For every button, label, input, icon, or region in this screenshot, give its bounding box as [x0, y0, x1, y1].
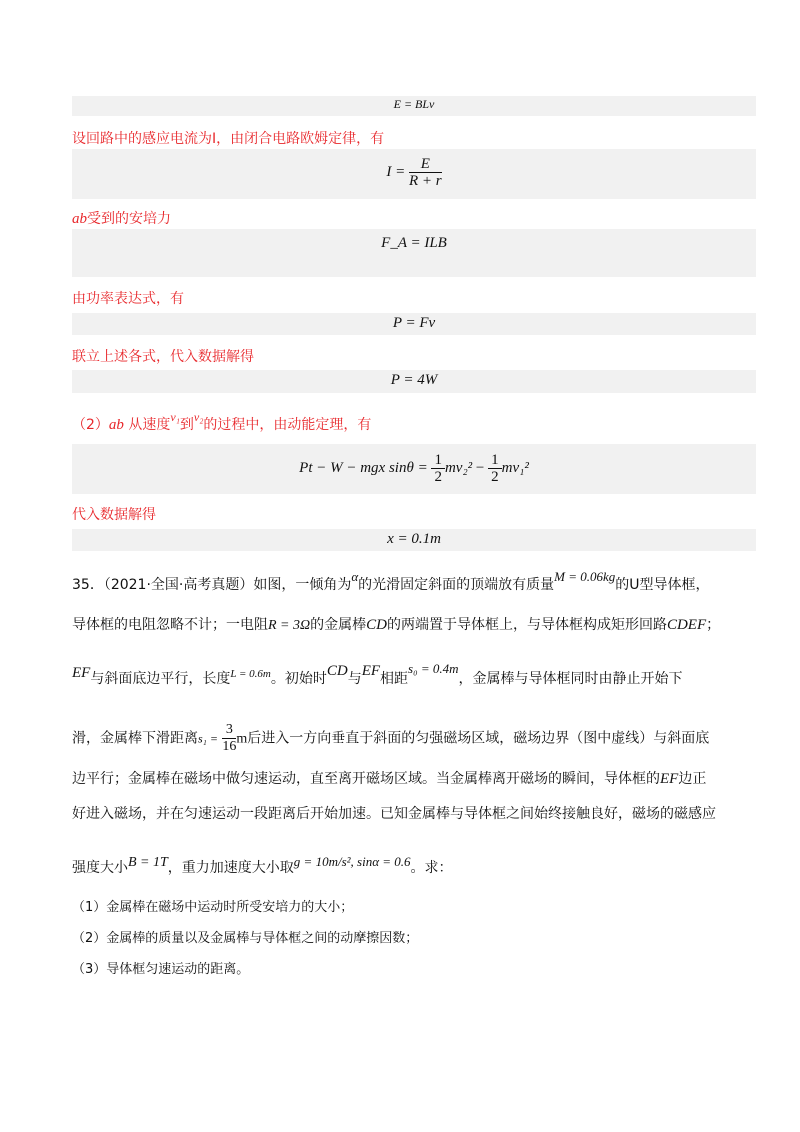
symbol-v2: v₂	[193, 410, 204, 424]
part2-from: 从速度	[128, 417, 171, 433]
unit-meter: m	[236, 731, 248, 747]
problem-text: 。初始时	[270, 671, 327, 687]
problem-text: 的金属棒	[310, 617, 367, 633]
numerator: 1	[488, 452, 502, 469]
symbol-ab: ab	[72, 211, 87, 227]
part2-to: 到	[179, 417, 194, 433]
eq-energy-term1: mv₂²	[444, 459, 473, 476]
equation-power: P = Fv	[392, 315, 436, 331]
symbol-gravity: g = 10m/s², sinα = 0.6	[293, 854, 411, 869]
problem-line-6: 好进入磁场，并在匀速运动一段距离后开始加速。已知金属棒与导体框之间始终接触良好，磁场的磁感应	[72, 806, 716, 822]
symbol-length: L = 0.6m	[230, 668, 271, 680]
symbol-cd: CD	[326, 663, 348, 679]
fraction-half	[488, 452, 502, 485]
denominator: 2	[491, 469, 499, 485]
problem-line-5	[72, 768, 762, 788]
text-current: 设回路中的感应电流为I，由闭合电路欧姆定律，有	[72, 131, 385, 147]
symbol-mass: M = 0.06kg	[554, 569, 616, 584]
problem-text: 的U型导体框，	[615, 577, 710, 593]
problem-text: 后进入一方向垂直于斜面的匀强磁场区域，磁场边界（图中虚线）与斜面底	[247, 730, 710, 747]
denominator: 16	[222, 739, 237, 754]
question-3: （3）导体框匀速运动的距离。	[72, 962, 250, 977]
part2-label: （2）	[72, 417, 109, 433]
problem-text: 与	[347, 671, 362, 687]
text-force-label: 受到的安培力	[87, 211, 171, 227]
symbol-alpha: α	[351, 569, 359, 584]
eq-energy-term2: mv₁²	[501, 459, 529, 476]
problem-text: ；	[706, 617, 721, 633]
problem-text: 。求：	[410, 860, 453, 876]
numerator: 3	[222, 722, 236, 739]
problem-line-3	[72, 661, 762, 688]
eq-i-lhs: I =	[386, 163, 406, 180]
problem-text: 滑，金属棒下滑距离	[72, 730, 198, 747]
symbol-ef: EF	[72, 665, 91, 681]
symbol-s0: s₀ = 0.4m	[408, 661, 459, 676]
symbol-cd: CD	[366, 617, 387, 633]
problem-line-7	[72, 854, 762, 877]
fraction-s1	[222, 722, 236, 755]
eq-energy-lhs: Pt − W − mgx sinθ =	[299, 459, 428, 476]
text-substitute: 代入数据解得	[72, 507, 156, 523]
problem-line-2	[72, 614, 762, 634]
question-2: （2）金属棒的质量以及金属棒与导体框之间的动摩擦因数；	[72, 931, 419, 946]
problem-text: 边平行；金属棒在磁场中做匀速运动，直至离开磁场区域。当金属棒离开磁场的瞬间，导体框的	[72, 771, 660, 787]
fraction	[409, 156, 442, 189]
problem-text: 强度大小	[72, 860, 128, 876]
problem-line-4	[72, 722, 762, 755]
symbol-ef: EF	[660, 771, 679, 787]
text-combine: 联立上述各式，代入数据解得	[72, 349, 254, 365]
symbol-resistance: R = 3Ω	[268, 618, 311, 633]
equation-distance: x = 0.1m	[387, 531, 441, 547]
part2-rest: 的过程中，由动能定理，有	[203, 417, 372, 433]
text-power: 由功率表达式，有	[72, 291, 184, 307]
text-part2	[72, 410, 372, 434]
numerator: E	[409, 156, 442, 173]
eq-energy-minus: −	[475, 459, 485, 476]
problem-text: 35．（2021·全国·高考真题）如图，一倾角为	[72, 577, 352, 593]
symbol-ab: ab	[108, 417, 124, 433]
symbol-s1: s₁ =	[198, 731, 218, 746]
question-1: （1）金属棒在磁场中运动时所受安培力的大小；	[72, 900, 354, 915]
symbol-field: B = 1T	[128, 855, 168, 870]
symbol-v1: v₁	[170, 410, 180, 424]
equation-emf: E = BLv	[393, 97, 435, 111]
problem-text: 边正	[678, 771, 707, 787]
equation-current	[72, 156, 756, 189]
fraction-half	[431, 452, 445, 485]
symbol-ef: EF	[361, 663, 381, 679]
denominator: R + r	[409, 173, 442, 189]
equation-kinetic-energy	[72, 452, 756, 485]
problem-text: 与斜面底边平行，长度	[90, 671, 231, 687]
symbol-cdef: CDEF	[666, 617, 707, 633]
problem-text: ，金属棒与导体框同时由静止开始下	[458, 671, 683, 687]
equation-ampere-force: F_A = ILB	[381, 235, 447, 251]
problem-line-1	[72, 569, 762, 594]
text-force	[72, 208, 171, 228]
problem-text: 的光滑固定斜面的顶端放有质量	[358, 577, 555, 593]
problem-text: 相距	[380, 671, 409, 687]
equation-power-value: P = 4W	[390, 372, 438, 388]
problem-text: 的两端置于导体框上，与导体框构成矩形回路	[386, 617, 667, 633]
problem-text: ，重力加速度大小取	[167, 860, 294, 876]
denominator: 2	[434, 469, 442, 485]
problem-text: 导体框的电阻忽略不计；一电阻	[72, 617, 268, 633]
numerator: 1	[431, 452, 445, 469]
